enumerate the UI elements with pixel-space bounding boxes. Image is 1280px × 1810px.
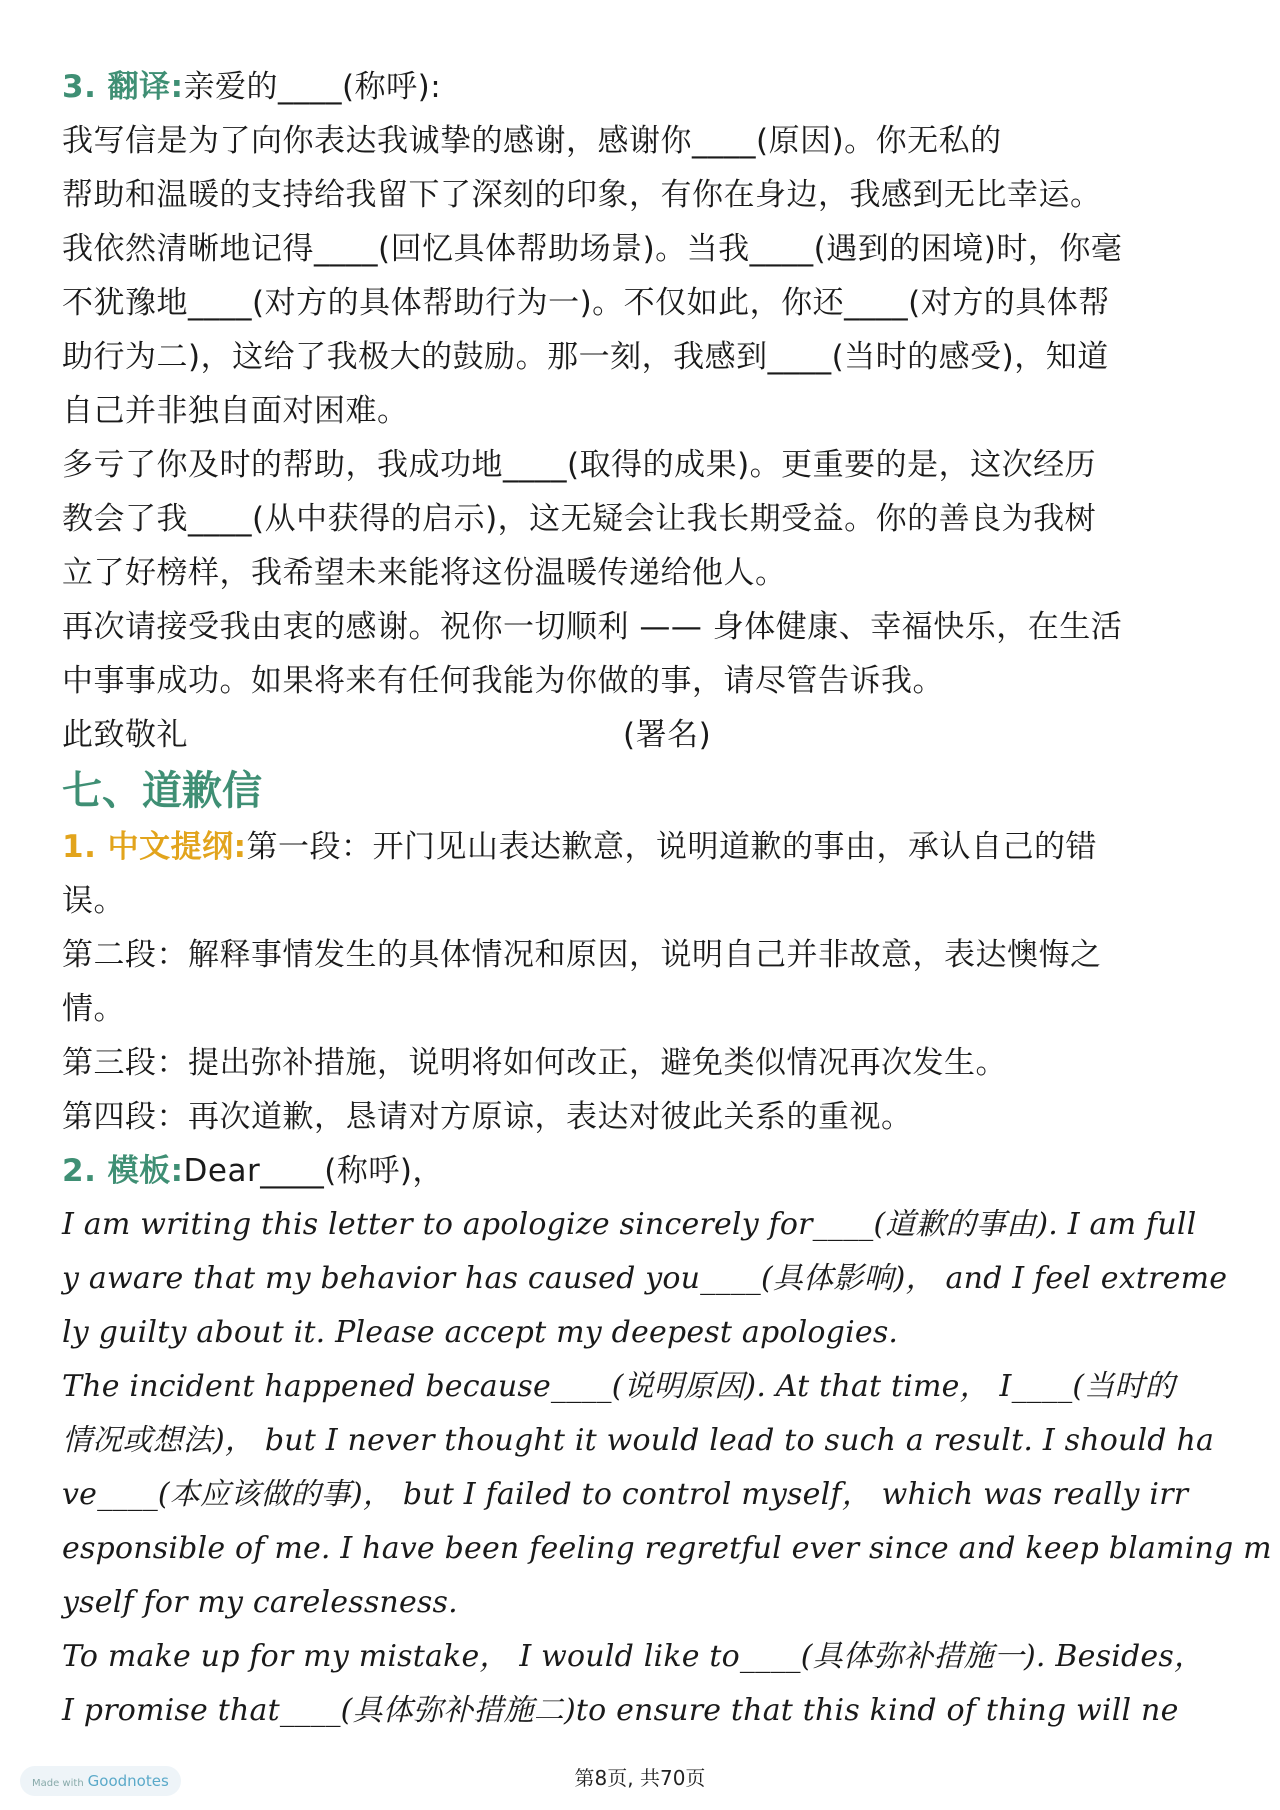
template-line: esponsible of me. I have been feeling regretful ever since and keep blaming m <box>62 1531 1272 1566</box>
outline-line: 第二段：解释事情发生的具体情况和原因，说明自己并非故意，表达懊悔之 <box>62 937 1102 973</box>
closing-text: 此致敬礼 <box>62 717 188 753</box>
section3-salutation-line <box>62 60 1222 114</box>
text-line: 我写信是为了向你表达我诚挚的感谢，感谢你____(原因)。你无私的 <box>62 123 1002 159</box>
badge-prefix: Made with <box>32 1778 84 1789</box>
template-line: y aware that my behavior has caused you____(具体影响)， and I feel extreme <box>62 1261 1228 1296</box>
template-greeting: Dear____(称呼)， <box>183 1153 444 1189</box>
outline-first-line <box>62 820 1222 874</box>
template-line: To make up for my mistake， I would like to____(具体弥补措施一). Besides， <box>62 1639 1205 1674</box>
outline-line: 第四段：再次道歉，恳请对方原谅，表达对彼此关系的重视。 <box>62 1099 913 1135</box>
text-line: 帮助和温暖的支持给我留下了深刻的印象，有你在身边，我感到无比幸运。 <box>62 177 1102 213</box>
text-line: 我依然清晰地记得____(回忆具体帮助场景)。当我____(遇到的困境)时，你毫 <box>62 231 1123 267</box>
text-line: 不犹豫地____(对方的具体帮助行为一)。不仅如此，你还____(对方的具体帮 <box>62 285 1110 321</box>
template-label: 2. 模板: <box>62 1153 184 1189</box>
page-number: 第8页, 共70页 <box>574 1766 706 1790</box>
template-first-line <box>62 1144 1222 1198</box>
outline-line: 误。 <box>62 883 125 919</box>
template-line: yself for my carelessness. <box>62 1585 458 1620</box>
text-line: 教会了我____(从中获得的启示)，这无疑会让我长期受益。你的善良为我树 <box>62 501 1097 537</box>
template-line: I am writing this letter to apologize sincerely for____(道歉的事由). I am full <box>62 1207 1197 1242</box>
text-line: 中事事成功。如果将来有任何我能为你做的事，请尽管告诉我。 <box>62 663 944 699</box>
template-line: The incident happened because____(说明原因). At that time， I____(当时的 <box>62 1369 1175 1404</box>
text-line: 立了好榜样，我希望未来能将这份温暖传递给他人。 <box>62 555 787 591</box>
text-line: 再次请接受我由衷的感谢。祝你一切顺利 —— 身体健康、幸福快乐，在生活 <box>62 609 1123 645</box>
badge-brand: Goodnotes <box>87 1772 169 1790</box>
text-line: 亲爱的____(称呼): <box>183 69 442 105</box>
template-line: I promise that____(具体弥补措施二)to ensure that this kind of thing will ne <box>62 1693 1179 1728</box>
document-page <box>62 60 1272 1738</box>
closing-line <box>62 708 1222 762</box>
outline-line: 情。 <box>62 991 125 1027</box>
outline-label: 1. 中文提纲: <box>62 829 247 865</box>
text-line: 多亏了你及时的帮助，我成功地____(取得的成果)。更重要的是，这次经历 <box>62 447 1097 483</box>
outline-line: 第一段：开门见山表达歉意，说明道歉的事由，承认自己的错 <box>246 829 1098 865</box>
section3-label: 3. 翻译: <box>62 69 184 105</box>
template-line: ve____(本应该做的事)， but I failed to control myself， which was really irr <box>62 1477 1189 1512</box>
signature-placeholder: (署名) <box>623 717 712 753</box>
template-line: ly guilty about it. Please accept my deepest apologies. <box>62 1315 899 1350</box>
template-line: 情况或想法)， but I never thought it would lead to such a result. I should ha <box>62 1423 1215 1458</box>
section7-heading: 七、道歉信 <box>62 768 262 814</box>
text-line: 助行为二)，这给了我极大的鼓励。那一刻，我感到____(当时的感受)，知道 <box>62 339 1109 375</box>
text-line: 自己并非独自面对困难。 <box>62 393 409 429</box>
outline-line: 第三段：提出弥补措施，说明将如何改正，避免类似情况再次发生。 <box>62 1045 1007 1081</box>
